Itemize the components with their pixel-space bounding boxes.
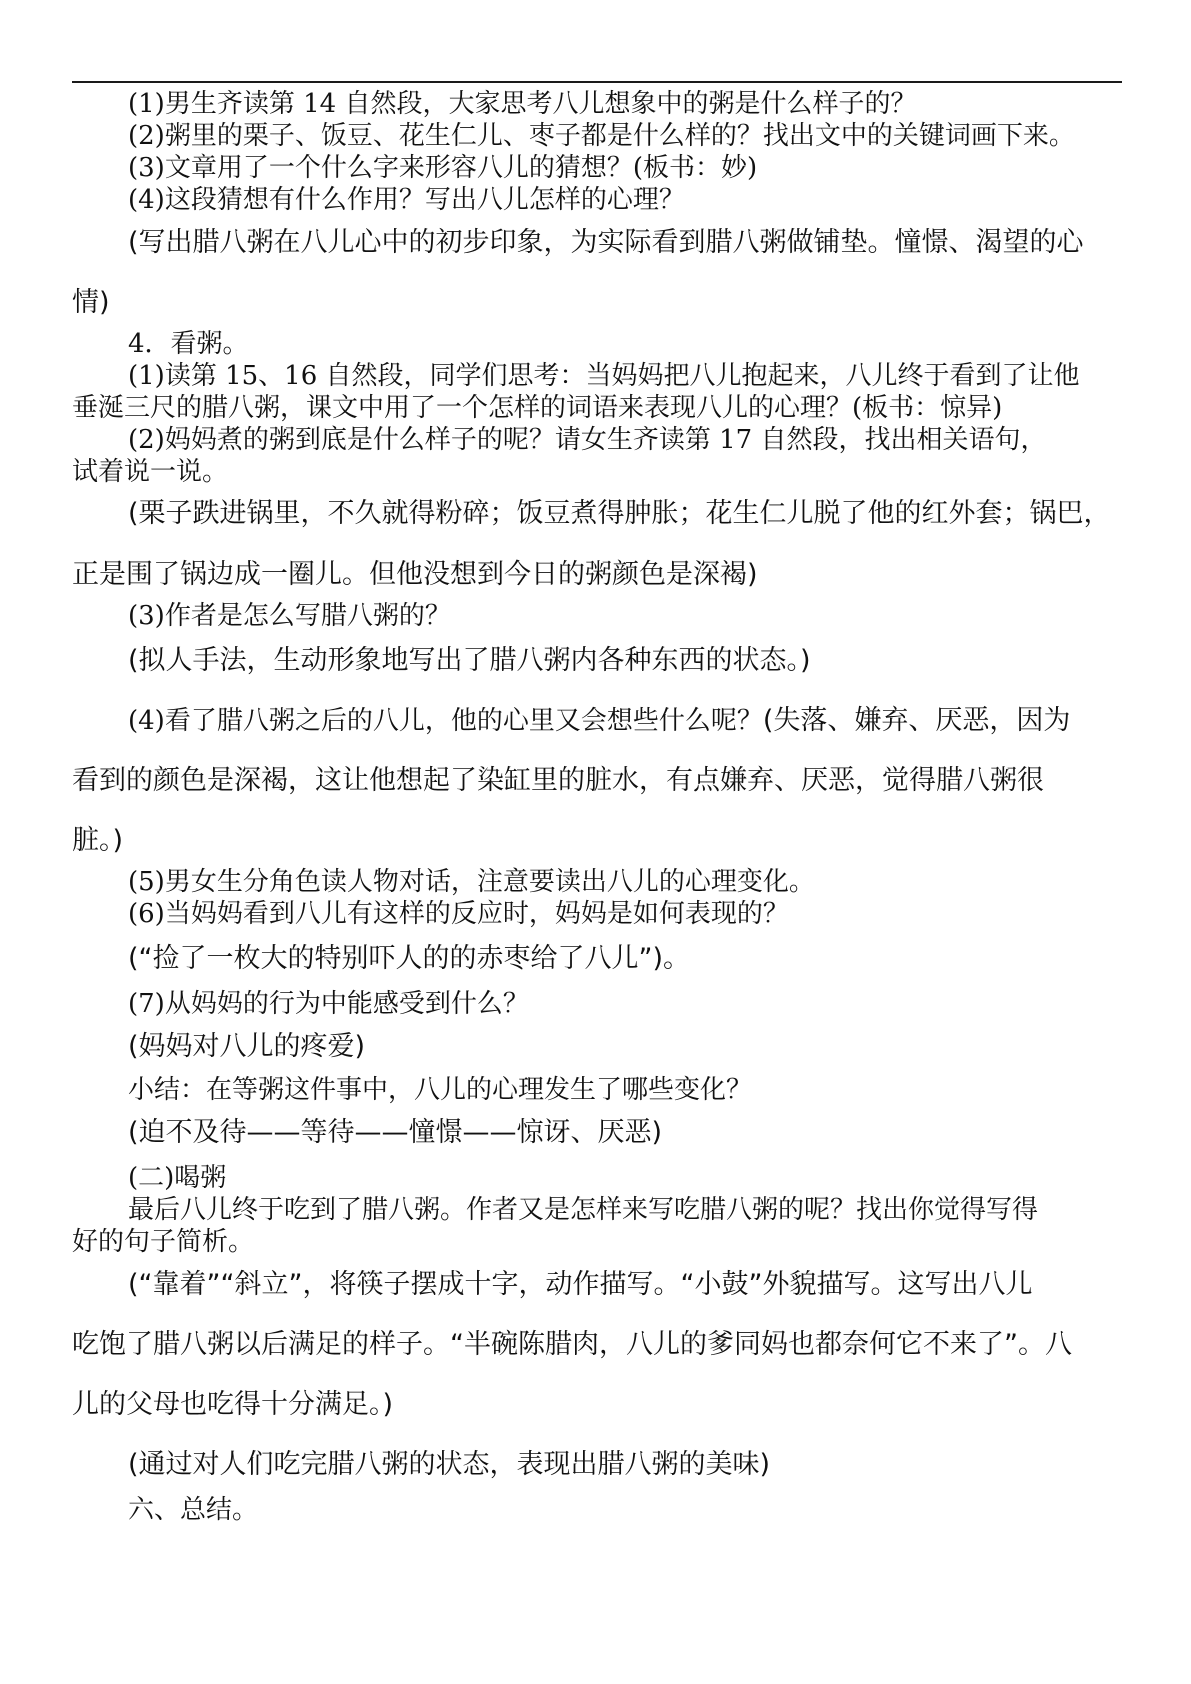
answer-line: 儿的父母也吃得十分满足。) [72,1389,394,1420]
answer-line: (通过对人们吃完腊八粥的状态，表现出腊八粥的美味) [128,1449,771,1480]
section-heading: 六、总结。 [128,1495,259,1525]
section-heading: 4．看粥。 [128,329,249,359]
answer-line: (拟人手法，生动形象地写出了腊八粥内各种东西的状态。) [128,645,811,676]
text-line: 好的句子简析。 [72,1227,255,1257]
answer-line: (写出腊八粥在八儿心中的初步印象，为实际看到腊八粥做铺垫。憧憬、渴望的心 [128,227,1084,258]
text-line: (1)男生齐读第 14 自然段，大家思考八儿想象中的粥是什么样子的？ [128,89,917,119]
text-line: 垂涎三尺的腊八粥，课文中用了一个怎样的词语来表现八儿的心理？(板书：惊异) [72,393,1003,423]
answer-line: (“捡了一枚大的特别吓人的的赤枣给了八儿”)。 [128,943,691,974]
text-line: (7)从妈妈的行为中能感受到什么？ [128,989,529,1019]
question-text: (4)看了腊八粥之后的八儿，他的心里又会想些什么呢？ [128,706,763,736]
header-rule [72,81,1122,83]
text-line: 最后八儿终于吃到了腊八粥。作者又是怎样来写吃腊八粥的呢？找出你觉得写得 [128,1195,1039,1225]
answer-line: 情) [72,287,110,318]
text-line [128,704,1070,738]
answer-line: 看到的颜色是深褐，这让他想起了染缸里的脏水，有点嫌弃、厌恶，觉得腊八粥很 [72,765,1044,796]
text-line: (2)粥里的栗子、饭豆、花生仁儿、枣子都是什么样的？找出文中的关键词画下来。 [128,121,1075,151]
answer-line: 脏。) [72,825,124,856]
answer-line: (栗子跌进锅里，不久就得粉碎；饭豆煮得肿胀；花生仁儿脱了他的红外套；锅巴， [128,498,1111,529]
section-heading: (二)喝粥 [128,1163,227,1193]
answer-line: (迫不及待——等待——憧憬——惊讶、厌恶) [128,1117,663,1148]
text-line: (2)妈妈煮的粥到底是什么样子的呢？请女生齐读第 17 自然段，找出相关语句， [128,425,1047,455]
answer-line: (妈妈对八儿的疼爱) [128,1031,366,1062]
text-line: (3)文章用了一个什么字来形容八儿的猜想？(板书：妙) [128,153,758,183]
text-line: (1)读第 15、16 自然段，同学们思考：当妈妈把八儿抱起来，八儿终于看到了让他 [128,361,1080,391]
answer-text: (失落、嫌弃、厌恶，因为 [762,705,1071,736]
text-line: 试着说一说。 [72,457,229,487]
text-line: (4)这段猜想有什么作用？写出八儿怎样的心理？ [128,185,685,215]
text-line: (5)男女生分角色读人物对话，注意要读出八儿的心理变化。 [128,867,815,897]
answer-line: (“靠着”“斜立”，将筷子摆成十字，动作描写。“小鼓”外貌描写。这写出八儿 [128,1269,1033,1300]
summary-line: 小结：在等粥这件事中，八儿的心理发生了哪些变化？ [128,1075,753,1105]
answer-line: 正是围了锅边成一圈儿。但他没想到今日的粥颜色是深褐) [72,559,758,590]
text-line: (3)作者是怎么写腊八粥的？ [128,601,451,631]
answer-line: 吃饱了腊八粥以后满足的样子。“半碗陈腊肉，八儿的爹同妈也都奈何它不来了”。八 [72,1329,1072,1360]
text-line: (6)当妈妈看到八儿有这样的反应时，妈妈是如何表现的？ [128,899,789,929]
